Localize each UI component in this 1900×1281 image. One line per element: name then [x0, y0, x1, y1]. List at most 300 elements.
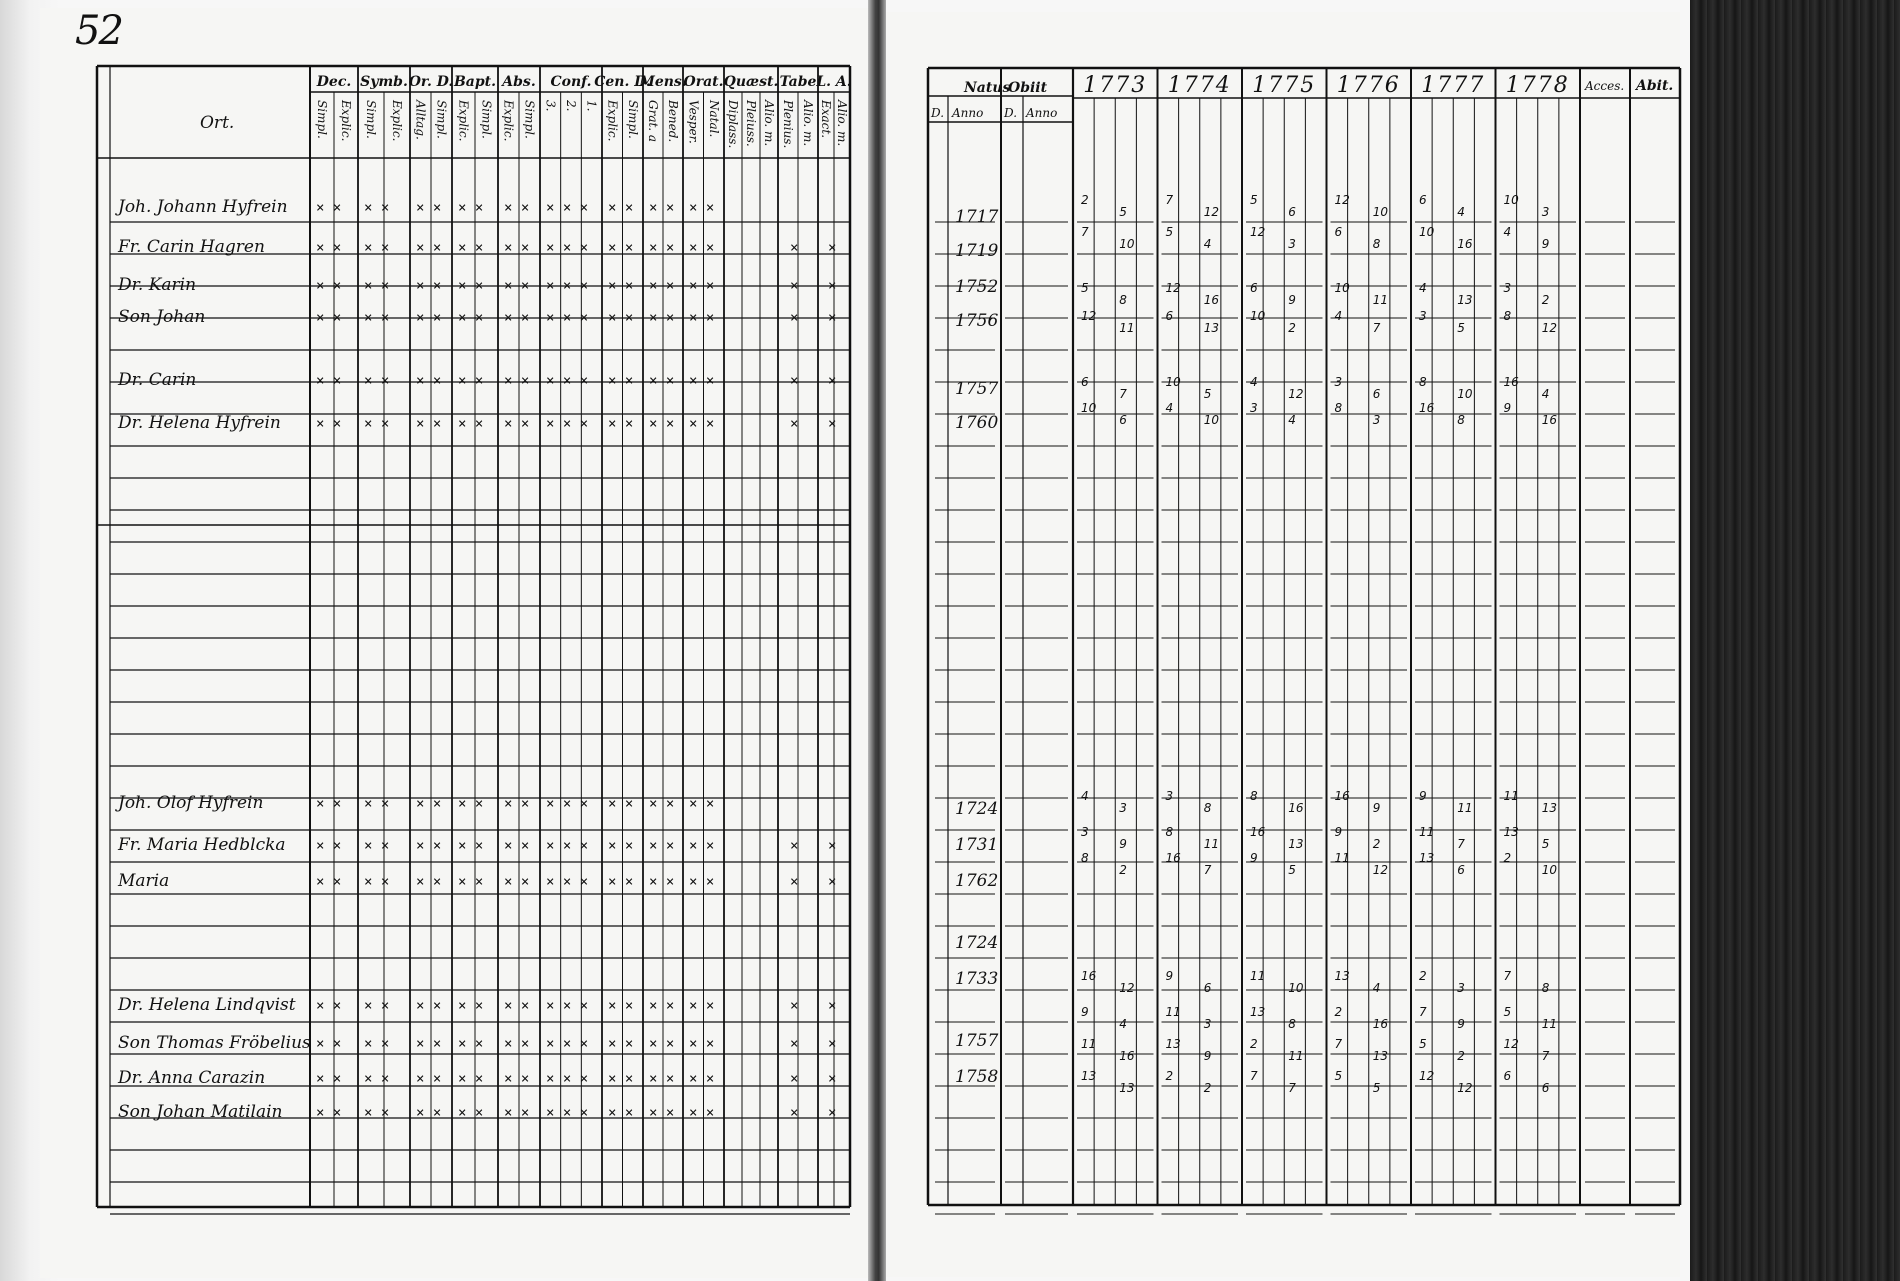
right-ledger-years	[955, 207, 998, 1087]
person-name: Fr. Carin Hagren	[118, 237, 265, 257]
attendance-number: 2	[1288, 321, 1296, 335]
left-ledger-headers	[200, 74, 852, 148]
attendance-number: 4	[1250, 375, 1258, 389]
attendance-number: 12	[1334, 193, 1350, 207]
attendance-number: 5	[1503, 1005, 1512, 1019]
obiit-heading: Obiit	[1008, 80, 1048, 96]
attendance-number: 5	[1541, 837, 1550, 851]
tick-mark: × × ×	[546, 1036, 589, 1052]
tick-mark: × ×	[458, 998, 484, 1014]
tick-mark: × ×	[504, 200, 530, 216]
attendance-number: 9	[1288, 293, 1296, 307]
attendance-number: 12	[1419, 1069, 1435, 1083]
birth-year: 1757	[955, 379, 999, 399]
tick-mark: × ×	[504, 874, 530, 890]
attendance-number: 9	[1165, 969, 1174, 983]
tick-mark: × ×	[689, 373, 715, 389]
tick-mark: × ×	[608, 1036, 634, 1052]
tick-mark: × ×	[458, 1036, 484, 1052]
attendance-number: 3	[1419, 309, 1427, 323]
attendance-number: 4	[1541, 387, 1550, 401]
attendance-number: 3	[1457, 981, 1465, 995]
tick-mark: × × ×	[546, 240, 589, 256]
attendance-number: 6	[1457, 863, 1465, 877]
tick-mark: × ×	[316, 240, 342, 256]
tick-mark: × ×	[316, 278, 342, 294]
tick-mark: × ×	[689, 1105, 715, 1121]
tick-mark: × ×	[364, 874, 390, 890]
attendance-number: 2	[1081, 193, 1089, 207]
attendance-number: 6	[1119, 413, 1127, 427]
tick-mark: × ×	[504, 838, 530, 854]
attendance-number: 2	[1541, 293, 1550, 307]
attendance-number: 13	[1372, 1049, 1389, 1063]
natus-day-label: D.	[931, 106, 945, 120]
tick-mark: × ×	[608, 416, 634, 432]
tick-mark: × ×	[316, 416, 342, 432]
attendance-number: 9	[1081, 1005, 1089, 1019]
attendance-number: 13	[1165, 1037, 1181, 1051]
attendance-number: 5	[1457, 321, 1465, 335]
attendance-number: 11	[1288, 1049, 1304, 1063]
tick-mark: × ×	[608, 796, 634, 812]
attendance-number: 8	[1372, 237, 1381, 251]
column-subheading: Grat. a	[646, 100, 660, 143]
attendance-number: 8	[1119, 293, 1127, 307]
column-subheading: Explic.	[456, 100, 471, 142]
attendance-number: 6	[1081, 375, 1089, 389]
column-subheading: Simpl.	[479, 100, 494, 139]
tick-mark: ×	[790, 998, 799, 1014]
year-heading: 1776	[1336, 73, 1401, 98]
column-heading: Tabe	[779, 74, 817, 90]
attendance-number: 11	[1541, 1017, 1558, 1031]
column-subheading: Natal.	[706, 100, 721, 138]
tick-mark: × ×	[689, 310, 715, 326]
attendance-number: 16	[1457, 237, 1473, 251]
person-name: Dr. Carin	[118, 370, 197, 390]
tick-mark: × ×	[458, 838, 484, 854]
tick-mark: × ×	[504, 416, 530, 432]
attendance-number: 5	[1165, 225, 1174, 239]
attendance-number: 4	[1165, 401, 1174, 415]
tick-mark: ×	[790, 874, 799, 890]
attendance-number: 11	[1457, 801, 1473, 815]
birth-year: 1733	[955, 969, 999, 989]
attendance-number: 3	[1372, 413, 1381, 427]
natus-heading: Natus	[964, 80, 1011, 96]
person-name: Dr. Karin	[118, 275, 197, 295]
tick-mark: × ×	[608, 278, 634, 294]
attendance-number: 3	[1119, 801, 1127, 815]
tick-mark: × ×	[458, 1105, 484, 1121]
attendance-number: 10	[1119, 237, 1135, 251]
right-ledger-marks	[1081, 193, 1557, 1095]
attendance-number: 10	[1457, 387, 1473, 401]
tick-mark: × × ×	[546, 416, 589, 432]
column-heading: Bapt.	[453, 74, 497, 90]
tick-mark: × ×	[416, 278, 442, 294]
birth-year: 1752	[955, 277, 999, 297]
attendance-number: 7	[1288, 1081, 1296, 1095]
attendance-number: 10	[1372, 205, 1389, 219]
attendance-number: 16	[1288, 801, 1304, 815]
attendance-number: 11	[1203, 837, 1220, 851]
attendance-number: 4	[1334, 309, 1343, 323]
tick-mark: × ×	[416, 998, 442, 1014]
person-name: Son Johan Matilain	[118, 1102, 283, 1122]
attendance-number: 6	[1541, 1081, 1550, 1095]
tick-mark: ×	[828, 373, 837, 389]
attendance-number: 7	[1081, 225, 1089, 239]
tick-mark: × ×	[608, 1071, 634, 1087]
attendance-number: 7	[1165, 193, 1174, 207]
attendance-number: 13	[1250, 1005, 1266, 1019]
tick-mark: × ×	[416, 310, 442, 326]
attendance-number: 13	[1541, 801, 1558, 815]
tick-mark: × ×	[649, 200, 675, 216]
column-heading: Conf.	[550, 74, 592, 90]
column-subheading: 2.	[564, 100, 578, 112]
attendance-number: 6	[1419, 193, 1427, 207]
tick-mark: × ×	[364, 240, 390, 256]
left-ledger-marks	[316, 200, 836, 1121]
tick-mark: × ×	[364, 373, 390, 389]
attendance-number: 12	[1372, 863, 1389, 877]
tick-mark: × ×	[608, 310, 634, 326]
tick-mark: × ×	[689, 998, 715, 1014]
birth-year: 1762	[955, 871, 999, 891]
column-subheading: Alio. m.	[801, 100, 815, 147]
attendance-number: 8	[1541, 981, 1550, 995]
attendance-number: 11	[1334, 851, 1350, 865]
tick-mark: ×	[828, 1105, 837, 1121]
tick-mark: × ×	[416, 416, 442, 432]
tick-mark: ×	[790, 278, 799, 294]
year-heading: 1774	[1167, 73, 1232, 98]
tick-mark: ×	[828, 278, 837, 294]
attendance-number: 5	[1334, 1069, 1343, 1083]
column-heading: Or. D.	[408, 74, 454, 90]
attendance-number: 9	[1503, 401, 1512, 415]
attendance-number: 2	[1419, 969, 1427, 983]
tick-mark: × ×	[316, 373, 342, 389]
tick-mark: × ×	[316, 1071, 342, 1087]
birth-year: 1760	[955, 413, 999, 433]
attendance-number: 6	[1372, 387, 1381, 401]
attendance-number: 3	[1203, 1017, 1212, 1031]
column-subheading: Explic.	[605, 100, 620, 142]
attendance-number: 5	[1203, 387, 1212, 401]
left-ledger-names	[115, 197, 311, 1122]
tick-mark: × ×	[608, 1105, 634, 1121]
column-subheading: Exact.	[819, 100, 833, 139]
attendance-number: 16	[1203, 293, 1220, 307]
attendance-number: 11	[1165, 1005, 1181, 1019]
attendance-number: 12	[1081, 309, 1097, 323]
tick-mark: ×	[828, 240, 837, 256]
attendance-number: 2	[1250, 1037, 1258, 1051]
tick-mark: × ×	[608, 240, 634, 256]
tick-mark: × ×	[608, 998, 634, 1014]
tick-mark: × ×	[316, 796, 342, 812]
natus-year-label: Anno	[952, 106, 984, 120]
attendance-number: 3	[1081, 825, 1089, 839]
tick-mark: × ×	[364, 998, 390, 1014]
tick-mark: × ×	[316, 874, 342, 890]
birth-year: 1724	[955, 933, 999, 953]
attendance-number: 12	[1165, 281, 1181, 295]
tick-mark: × ×	[416, 838, 442, 854]
acces-heading: Acces.	[1585, 79, 1625, 93]
person-name: Dr. Helena Hyfrein	[118, 413, 281, 433]
column-heading: Mens.	[639, 74, 687, 90]
birth-year: 1758	[955, 1067, 999, 1087]
column-subheading: Explic.	[339, 100, 353, 142]
tick-mark: × ×	[689, 278, 715, 294]
attendance-number: 3	[1288, 237, 1296, 251]
tick-mark: × × ×	[546, 278, 589, 294]
attendance-number: 13	[1203, 321, 1220, 335]
column-subheading: Explic.	[501, 100, 516, 142]
column-subheading: Simpl.	[522, 100, 537, 139]
tick-mark: × ×	[689, 1071, 715, 1087]
attendance-number: 9	[1334, 825, 1343, 839]
tick-mark: × ×	[649, 998, 675, 1014]
tick-mark: × ×	[649, 310, 675, 326]
column-heading: Quæst.	[723, 74, 779, 90]
attendance-number: 8	[1250, 789, 1258, 803]
tick-mark: × ×	[504, 1071, 530, 1087]
tick-mark: × ×	[416, 240, 442, 256]
attendance-number: 16	[1081, 969, 1097, 983]
attendance-number: 16	[1119, 1049, 1135, 1063]
attendance-number: 2	[1203, 1081, 1212, 1095]
tick-mark: × × ×	[546, 998, 589, 1014]
attendance-number: 5	[1250, 193, 1258, 207]
right-ledger-grid	[928, 68, 1680, 1214]
attendance-number: 11	[1250, 969, 1266, 983]
tick-mark: × ×	[458, 416, 484, 432]
tick-mark: × ×	[689, 838, 715, 854]
attendance-number: 7	[1250, 1069, 1258, 1083]
tick-mark: × ×	[504, 310, 530, 326]
tick-mark: × ×	[689, 240, 715, 256]
attendance-number: 13	[1419, 851, 1435, 865]
attendance-number: 5	[1081, 281, 1089, 295]
attendance-number: 2	[1457, 1049, 1465, 1063]
attendance-number: 16	[1372, 1017, 1389, 1031]
column-subheading: Alio. m.	[835, 100, 849, 147]
tick-mark: × ×	[316, 310, 342, 326]
attendance-number: 7	[1119, 387, 1127, 401]
attendance-number: 4	[1372, 981, 1381, 995]
tick-mark: × ×	[416, 373, 442, 389]
attendance-number: 8	[1288, 1017, 1296, 1031]
column-subheading: 1.	[584, 100, 599, 112]
tick-mark: × ×	[416, 200, 442, 216]
tick-mark: × ×	[649, 838, 675, 854]
column-subheading: Alltag.	[413, 100, 428, 140]
tick-mark: × ×	[416, 874, 442, 890]
attendance-number: 4	[1119, 1017, 1127, 1031]
tick-mark: × ×	[364, 278, 390, 294]
tick-mark: × ×	[504, 1105, 530, 1121]
attendance-number: 2	[1165, 1069, 1174, 1083]
attendance-number: 7	[1203, 863, 1212, 877]
attendance-number: 4	[1457, 205, 1465, 219]
tick-mark: × ×	[458, 310, 484, 326]
tick-mark: × ×	[458, 874, 484, 890]
attendance-number: 7	[1419, 1005, 1427, 1019]
attendance-number: 16	[1419, 401, 1435, 415]
attendance-number: 9	[1419, 789, 1427, 803]
attendance-number: 11	[1119, 321, 1135, 335]
tick-mark: × ×	[689, 874, 715, 890]
tick-mark: ×	[828, 998, 837, 1014]
attendance-number: 8	[1419, 375, 1427, 389]
tick-mark: ×	[790, 373, 799, 389]
tick-mark: × ×	[416, 1105, 442, 1121]
attendance-number: 13	[1119, 1081, 1135, 1095]
attendance-number: 8	[1165, 825, 1174, 839]
attendance-number: 7	[1541, 1049, 1550, 1063]
column-subheading: Vesper.	[686, 100, 701, 144]
tick-mark: × ×	[458, 373, 484, 389]
tick-mark: × ×	[504, 278, 530, 294]
attendance-number: 3	[1541, 205, 1550, 219]
attendance-number: 10	[1503, 193, 1519, 207]
column-heading: Dec.	[316, 74, 352, 90]
attendance-number: 9	[1119, 837, 1127, 851]
tick-mark: × ×	[458, 200, 484, 216]
column-heading: Symb.	[360, 74, 408, 90]
tick-mark: × × ×	[546, 796, 589, 812]
attendance-number: 6	[1288, 205, 1296, 219]
attendance-number: 12	[1541, 321, 1558, 335]
attendance-number: 3	[1334, 375, 1343, 389]
attendance-number: 13	[1288, 837, 1304, 851]
tick-mark: × ×	[649, 1105, 675, 1121]
obiit-year-label: Anno	[1026, 106, 1058, 120]
tick-mark: ×	[828, 1036, 837, 1052]
column-subheading: Bened.	[666, 100, 680, 143]
attendance-number: 9	[1372, 801, 1381, 815]
tick-mark: × ×	[316, 998, 342, 1014]
attendance-number: 13	[1457, 293, 1473, 307]
attendance-number: 4	[1503, 225, 1512, 239]
attendance-number: 2	[1372, 837, 1381, 851]
attendance-number: 10	[1203, 413, 1220, 427]
person-name: Dr. Helena Lindqvist	[118, 995, 296, 1015]
tick-mark: × ×	[649, 416, 675, 432]
attendance-number: 10	[1334, 281, 1350, 295]
tick-mark: × ×	[689, 1036, 715, 1052]
column-subheading: Simpl.	[625, 100, 640, 139]
tick-mark: × ×	[364, 416, 390, 432]
attendance-number: 7	[1334, 1037, 1343, 1051]
tick-mark: × ×	[364, 1071, 390, 1087]
column-subheading: Simpl.	[434, 100, 449, 139]
attendance-number: 12	[1288, 387, 1304, 401]
person-name: Maria	[118, 871, 170, 891]
tick-mark: × ×	[416, 796, 442, 812]
tick-mark: × ×	[608, 200, 634, 216]
year-heading: 1778	[1505, 73, 1570, 98]
attendance-number: 13	[1503, 825, 1519, 839]
tick-mark: ×	[790, 1105, 799, 1121]
attendance-number: 11	[1503, 789, 1519, 803]
column-subheading: Explic.	[390, 100, 404, 142]
column-subheading: Alio. m.	[762, 100, 776, 147]
attendance-number: 4	[1419, 281, 1427, 295]
birth-year: 1717	[955, 207, 999, 227]
tick-mark: × ×	[504, 1036, 530, 1052]
attendance-number: 5	[1372, 1081, 1381, 1095]
attendance-number: 10	[1541, 863, 1558, 877]
attendance-number: 7	[1372, 321, 1381, 335]
column-heading: Cen. D.	[594, 74, 651, 90]
attendance-number: 11	[1372, 293, 1389, 307]
tick-mark: × ×	[504, 240, 530, 256]
attendance-number: 16	[1250, 825, 1266, 839]
person-name: Joh. Johann Hyfrein	[118, 197, 288, 217]
attendance-number: 2	[1119, 863, 1127, 877]
tick-mark: × ×	[316, 1036, 342, 1052]
column-subheading: Simpl.	[364, 100, 378, 139]
tick-mark: × ×	[504, 373, 530, 389]
tick-mark: × ×	[608, 838, 634, 854]
attendance-number: 4	[1081, 789, 1089, 803]
column-subheading: Pleiuss.	[744, 100, 758, 147]
year-heading: 1773	[1083, 73, 1148, 98]
attendance-number: 9	[1203, 1049, 1212, 1063]
attendance-number: 12	[1503, 1037, 1519, 1051]
attendance-number: 3	[1165, 789, 1174, 803]
tick-mark: × ×	[608, 874, 634, 890]
tick-mark: ×	[790, 1036, 799, 1052]
attendance-number: 6	[1503, 1069, 1512, 1083]
attendance-number: 12	[1119, 981, 1135, 995]
column-subheading: 3.	[543, 100, 558, 112]
attendance-number: 12	[1203, 205, 1220, 219]
tick-mark: × ×	[364, 838, 390, 854]
tick-mark: × × ×	[546, 373, 589, 389]
tick-mark: × ×	[458, 278, 484, 294]
tick-mark: × ×	[649, 1071, 675, 1087]
birth-year: 1756	[955, 311, 999, 331]
person-name: Dr. Anna Carazin	[118, 1068, 266, 1088]
tick-mark: ×	[790, 838, 799, 854]
attendance-number: 6	[1165, 309, 1174, 323]
attendance-number: 9	[1541, 237, 1550, 251]
tick-mark: × ×	[689, 200, 715, 216]
tick-mark: × ×	[649, 1036, 675, 1052]
person-name: Joh. Olof Hyfrein	[118, 793, 264, 813]
tick-mark: ×	[828, 416, 837, 432]
attendance-number: 4	[1203, 237, 1212, 251]
attendance-number: 11	[1419, 825, 1435, 839]
tick-mark: × ×	[364, 200, 390, 216]
attendance-number: 16	[1334, 789, 1350, 803]
attendance-number: 3	[1250, 401, 1258, 415]
attendance-number: 12	[1457, 1081, 1473, 1095]
attendance-number: 8	[1457, 413, 1465, 427]
tick-mark: × ×	[649, 796, 675, 812]
tick-mark: ×	[790, 1071, 799, 1087]
tick-mark: × ×	[504, 998, 530, 1014]
tick-mark: × ×	[364, 1105, 390, 1121]
